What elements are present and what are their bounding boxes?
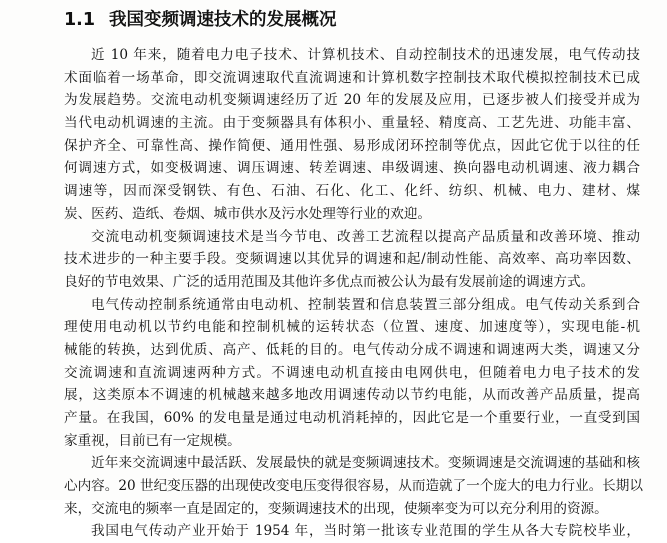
- paragraph: [64, 452, 643, 520]
- text-line: 交流调速和直流调速两种方式。不调速电动机直接由电网供电，但随着电力电子技术的发: [64, 364, 640, 381]
- text-line: 产量。在我国，60% 的发电量是通过电动机消耗掉的，因此它是一个重要行业，一直受到国: [64, 410, 640, 426]
- text-line: 为发展趋势。交流电动机变频调速经历了近 20 年的发展及应用，已逐步被人们接受并成为: [64, 92, 640, 109]
- text-line: 来，交流电的频率一直是固定的，变频调速技术的出现，使频率变为可以充分利用的资源。: [64, 500, 608, 517]
- text-line: 械能的转换，达到优质、高产、低耗的目的。电气传动分成不调速和调速两大类，调速又分: [64, 341, 640, 358]
- text-line: 电气传动控制系统通常由电动机、控制装置和信息装置三部分组成。电气传动关系到合: [91, 296, 640, 313]
- text-line: 当代电动机调速的主流。由于变频器具有体积小、重量轻、精度高、工艺先进、功能丰富、: [64, 115, 640, 132]
- section-number: 1.1: [64, 10, 96, 30]
- paragraph: [64, 294, 640, 453]
- text-line: 炭、医药、造纸、卷烟、城市供水及污水处理等行业的欢迎。: [64, 205, 432, 222]
- paragraph: [64, 226, 640, 294]
- text-line: 何调速方式，如变极调速、调压调速、转差调速、串级调速、换向器电动机调速、液力耦合: [64, 160, 640, 177]
- text-line: 保护齐全、可靠性高、操作简便、通用性强、易形成闭环控制等优点，因此它优于以往的任: [64, 137, 640, 154]
- text-line: 家重视，目前已有一定规模。: [64, 432, 241, 449]
- text-line: 心内容。20 世纪变压器的出现使改变电压变得很容易，从而造就了一个庞大的电力行业。长期以: [64, 478, 643, 495]
- text-line: 我国电气传动产业开始于 1954 年，当时第一批该专业范围的学生从各大专院校毕业，: [91, 523, 640, 540]
- section-heading: [64, 8, 337, 32]
- text-line: 调速等，因而深受钢铁、有色、石油、石化、化工、化纤、纺织、机械、电力、建材、煤: [64, 183, 640, 200]
- text-line: 展，这类原本不调速的机械越来越多地改用调速传动以节约电能，从而改善产品质量，提高: [64, 387, 640, 404]
- text-line: 良好的节电效果、广泛的适用范围及其他许多优点而被公认为最有发展前途的调速方式。: [64, 273, 595, 290]
- text-line: 近 10 年来，随着电力电子技术、计算机技术、自动控制技术的迅速发展，电气传动技: [91, 47, 640, 63]
- section-title: 我国变频调速技术的发展概况: [109, 10, 337, 30]
- body-text: [64, 44, 643, 543]
- text-line: 技术进步的一种主要手段。变频调速以其优异的调速和起/制动性能、高效率、高功率因数、: [64, 251, 640, 268]
- text-line: 术面临着一场革命，即交流调速取代直流调速和计算机数字控制技术取代模拟控制技术已成: [64, 69, 640, 86]
- paragraph: [64, 44, 640, 226]
- text-line: 理使用电动机以节约电能和控制机械的运转状态（位置、速度、加速度等），实现电能-机: [64, 319, 640, 336]
- text-line: 近年来交流调速中最活跃、发展最快的就是变频调速技术。变频调速是交流调速的基础和核: [91, 455, 640, 472]
- paragraph: [64, 520, 640, 543]
- text-line: 交流电动机变频调速技术是当今节电、改善工艺流程以提高产品质量和改善环境、推动: [91, 228, 640, 245]
